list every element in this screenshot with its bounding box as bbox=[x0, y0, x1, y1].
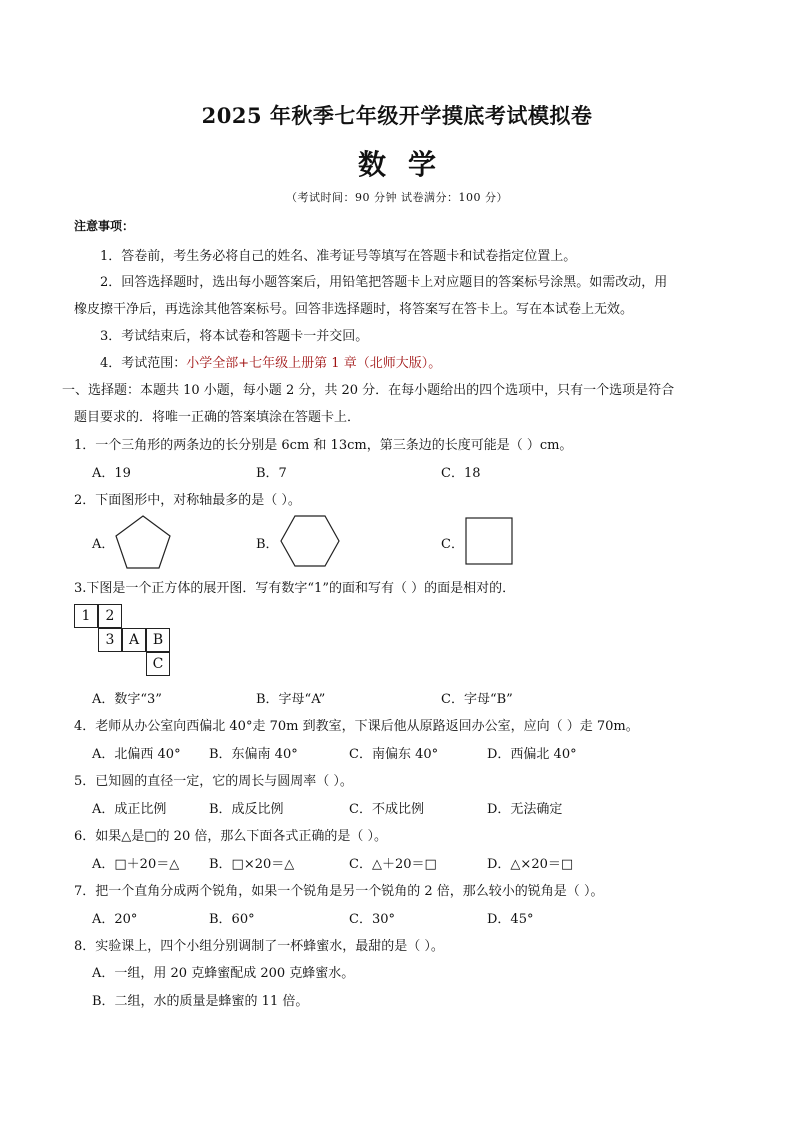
q8-option-b[interactable]: B．二组，水的质量是蜂蜜的 11 倍。 bbox=[92, 994, 309, 1009]
net-face-a: A bbox=[122, 628, 146, 652]
q4-option-c[interactable]: C．南偏东 40° bbox=[349, 747, 439, 762]
subject-title: 数学 bbox=[357, 148, 458, 181]
q7-option-b[interactable]: B．60° bbox=[209, 912, 255, 927]
q5-option-d[interactable]: D．无法确定 bbox=[487, 802, 563, 817]
q4-option-d[interactable]: D．西偏北 40° bbox=[487, 747, 577, 762]
scope-value: 小学全部+七年级上册第 1 章（北师大版）。 bbox=[186, 356, 442, 371]
q2-option-a[interactable]: A． bbox=[92, 537, 115, 552]
question-5: 5．已知圆的直径一定，它的周长与圆周率（ ）。 bbox=[74, 774, 353, 789]
net-face-1: 1 bbox=[74, 604, 98, 628]
section-instructions-2: 题目要求的．将唯一正确的答案填涂在答题卡上． bbox=[74, 410, 361, 425]
question-4: 4．老师从办公室向西偏北 40°走 70m 到教室，下课后他从原路返回办公室，应向（ ）走 70m。 bbox=[74, 719, 639, 734]
question-8: 8．实验课上，四个小组分别调制了一杯蜂蜜水，最甜的是（ ）。 bbox=[74, 939, 444, 954]
net-face-c: C bbox=[146, 652, 170, 676]
q2-option-c[interactable]: C． bbox=[441, 537, 464, 552]
q5-option-c[interactable]: C．不成比例 bbox=[349, 802, 424, 817]
q5-option-a[interactable]: A．成正比例 bbox=[92, 802, 167, 817]
question-2: 2．下面图形中，对称轴最多的是（ ）。 bbox=[74, 493, 301, 508]
net-face-3: 3 bbox=[98, 628, 122, 652]
scope-label: 4．考试范围： bbox=[100, 356, 187, 371]
q7-option-d[interactable]: D．45° bbox=[487, 912, 534, 927]
question-7: 7．把一个直角分成两个锐角，如果一个锐角是另一个锐角的 2 倍，那么较小的锐角是（ ）。 bbox=[74, 884, 604, 899]
q2-option-b[interactable]: B． bbox=[256, 537, 279, 552]
note-item-2: 2．回答选择题时，选出每小题答案后，用铅笔把答题卡上对应题目的答案标号涂黑。如需改动，用 bbox=[100, 275, 668, 290]
question-3: 3.下图是一个正方体的展开图．写有数字“1”的面和写有（ ）的面是相对的． bbox=[74, 581, 516, 596]
q1-option-c[interactable]: C．18 bbox=[441, 466, 481, 481]
q3-option-a[interactable]: A．数字“3” bbox=[92, 692, 162, 707]
q7-option-a[interactable]: A．20° bbox=[92, 912, 138, 927]
net-face-b: B bbox=[146, 628, 170, 652]
q6-option-d[interactable]: D．△×20＝□ bbox=[487, 857, 574, 872]
q1-option-a[interactable]: A．19 bbox=[92, 466, 131, 481]
note-item-2-cont: 橡皮擦干净后，再选涂其他答案标号。回答非选择题时，将答案写在答卡上。写在本试卷上无效。 bbox=[74, 302, 634, 317]
q5-option-b[interactable]: B．成反比例 bbox=[209, 802, 284, 817]
square-icon bbox=[465, 517, 513, 565]
exam-meta: （考试时间：90 分钟 试卷满分：100 分） bbox=[286, 191, 508, 204]
question-1: 1．一个三角形的两条边的长分别是 6cm 和 13cm，第三条边的长度可能是（ ）cm。 bbox=[74, 438, 573, 453]
q6-option-c[interactable]: C．△＋20＝□ bbox=[349, 857, 437, 872]
q3-option-c[interactable]: C．字母“B” bbox=[441, 692, 513, 707]
note-item-4 bbox=[100, 352, 441, 371]
net-face-2: 2 bbox=[98, 604, 122, 628]
note-item-3: 3．考试结束后，将本试卷和答题卡一并交回。 bbox=[100, 329, 369, 344]
question-6: 6．如果△是□的 20 倍，那么下面各式正确的是（ ）。 bbox=[74, 829, 387, 844]
q6-option-b[interactable]: B．□×20＝△ bbox=[209, 857, 295, 872]
q4-option-b[interactable]: B．东偏南 40° bbox=[209, 747, 298, 762]
q1-option-b[interactable]: B．7 bbox=[256, 466, 287, 481]
notes-heading: 注意事项： bbox=[74, 219, 135, 233]
q6-option-a[interactable]: A．□＋20＝△ bbox=[92, 857, 180, 872]
note-item-1: 1．答卷前，考生务必将自己的姓名、准考证号等填写在答题卡和试卷指定位置上。 bbox=[100, 249, 577, 264]
q8-option-a[interactable]: A．一组，用 20 克蜂蜜配成 200 克蜂蜜水。 bbox=[92, 966, 355, 981]
q4-option-a[interactable]: A．北偏西 40° bbox=[92, 747, 181, 762]
pentagon-icon bbox=[114, 514, 172, 570]
hexagon-icon bbox=[279, 514, 341, 568]
exam-title: 2025 年秋季七年级开学摸底考试模拟卷 bbox=[201, 103, 593, 128]
q7-option-c[interactable]: C．30° bbox=[349, 912, 395, 927]
q3-option-b[interactable]: B．字母“A” bbox=[256, 692, 326, 707]
section-instructions-1: 一、选择题：本题共 10 小题，每小题 2 分，共 20 分．在每小题给出的四个选项中，只有一个选项是符合 bbox=[62, 383, 675, 398]
